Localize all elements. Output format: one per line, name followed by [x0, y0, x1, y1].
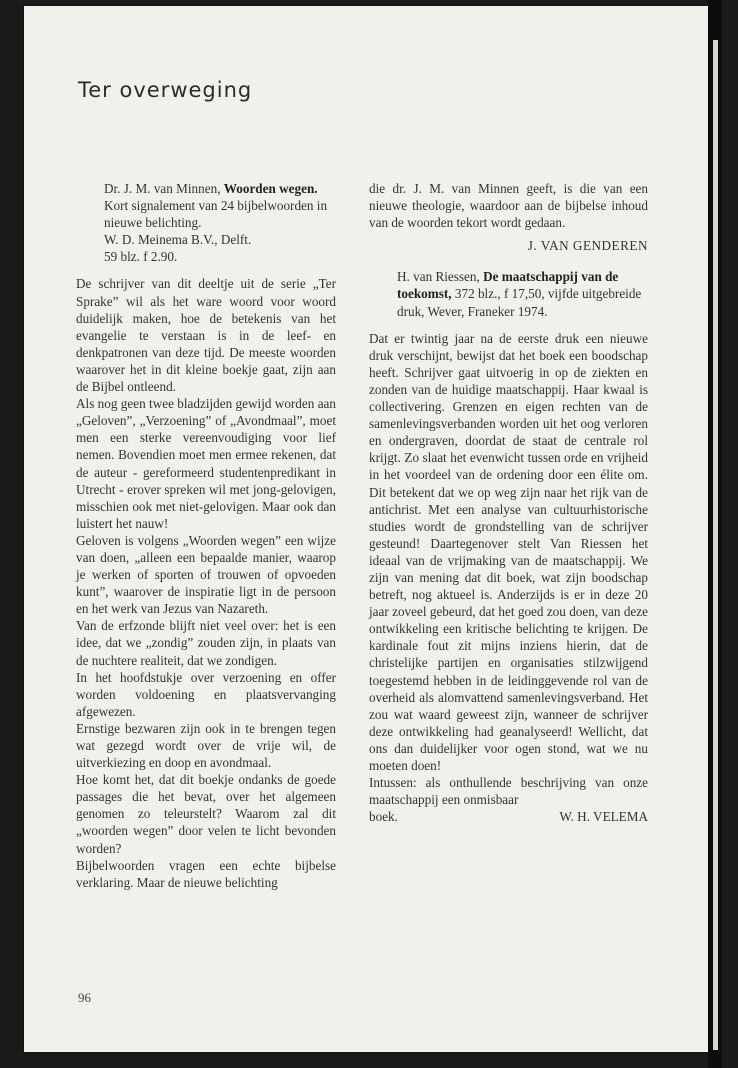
closing-line: [369, 808, 648, 825]
paragraph: Bijbelwoorden vragen een echte bijbelse verklaring. Maar de nieuwe belichting: [76, 857, 336, 890]
paragraph: Dat er twintig jaar na de eerste druk een nieuwe druk verschijnt, bewijst dat het boek een boodschap heeft. Schrijver gaat uitvoerig in op de ziekten en zonden van de huidige maatschappij. Haar kwaal is collectivering. Grenzen en eigen rechten van de samenlevingsverbanden worden uit het oog verloren en ondergraven, doordat de staat de centrale rol krijgt. Zo slaat het evenwicht tussen orde en vrijheid in het voordeel van de ordening door een élite om. Dit betekent dat we op weg zijn naar het rijk van de antichrist. Met een analyse van cultuurhistorische studies wordt de grondstelling van de schrijver gesteund! Daartegenover stelt Van Riessen het ideaal van de vrijmaking van de maatschappij. We zijn van mening dat dit boek, wat zijn boodschap betreft, nog aktueel is. Anderzijds is er in deze 20 jaar zoveel gebeurd, dat het goed zou doen, van deze ontwikkeling een kritische belichting te krijgen. De kardinale fout zit mijns inziens hierin, dat de christelijke partijen en organisaties stilzwijgend toegestemd hebben in de leidinggevende rol van de overheid als alomvattend samenlevingsverband. Het zou wat waard geweest zijn, wanneer de schrijver deze ontwikkeling had geanalyseerd! Wellicht, dat ons dan duidelijker voor ogen stond, wat we nu moeten doen!: [369, 330, 648, 773]
ref-publisher: W. D. Meinema B.V., Delft.: [104, 232, 252, 248]
ref-description: Kort signalement van 24 bijbelwoorden in nieuwe belichting.: [104, 198, 328, 231]
ref-title: De maatschappij van de toekomst,: [397, 269, 619, 302]
page-number: 96: [78, 990, 91, 1005]
ref-title: Woorden wegen.: [223, 181, 318, 196]
paragraph: Als nog geen twee bladzijden gewijd worden aan „Geloven”, „Verzoening” of „Avondmaal”, moet men een sterke vereenvoudiging voor lief nemen. Bovendien moet men ermee rekenen, dat de auteur - gereformeerd studentenpredikant in Utrecht - erover spreken wil met jong-gelovigen, misschien ook met niet-gelovigen. Maar ook dan luistert het nauw!: [76, 396, 336, 531]
review-2-reference: [369, 268, 648, 319]
ref-author: H. van Riessen,: [397, 269, 480, 285]
paragraph: Intussen: als onthullende beschrijving van onze maatschappij een onmisbaar: [369, 775, 648, 808]
paragraph: die dr. J. M. van Minnen geeft, is die van een nieuwe theologie, waardoor aan de bijbelse inhoud van de woorden tekort wordt gedaan.: [369, 181, 648, 231]
paragraph: Hoe komt het, dat dit boekje ondanks de goede passages die het bevat, over het algemeen genomen zo teleurstelt? Waarom zal dit „woorden wegen” door velen te licht bevonden worden?: [76, 772, 336, 856]
review-1-reference: [76, 180, 336, 265]
signature: J. VAN GENDEREN: [527, 238, 648, 254]
left-column: [76, 180, 336, 891]
ref-pages: 59 blz. f 2.90.: [104, 249, 178, 265]
page-title: Ter overweging: [78, 78, 253, 102]
paragraph: Van de erfzonde blijft niet veel over: het is een idee, dat we „zondig” zouden zijn, in plaats van de nuchtere realiteit, dat we zondigen.: [76, 618, 336, 668]
paragraph: De schrijver van dit deeltje uit de serie „Ter Sprake” wil als het ware woord voor woord duidelijk maken, hoe de betekenis van het evangelie te verstaan is in de leef- en denkpatronen van deze tijd. De meeste woorden waarover het in dit kleine boekje gaat, zijn aan de Bijbel ontleend.: [76, 276, 336, 395]
right-column: [369, 180, 648, 825]
signature: W. H. VELEMA: [559, 809, 648, 825]
ref-description: 372 blz., f 17,50, vijfde uitgebreide druk, Wever, Franeker 1974.: [397, 286, 642, 319]
paragraph: Ernstige bezwaren zijn ook in te brengen tegen wat gezegd wordt over de vrije wil, de uitverkiezing en doop en avondmaal.: [76, 720, 336, 771]
paragraph: Geloven is volgens „Woorden wegen” een wijze van doen, „alleen een bepaalde manier, waarop je werken of sporten of trouwen of opvoeden kunt”, waarover de inspiratie ligt in de persoon en het werk van Jezus van Nazareth.: [76, 532, 336, 617]
closing-word: boek.: [369, 809, 398, 825]
paragraph: In het hoofdstukje over verzoening en offer worden voldoening en plaatsvervanging afgewezen.: [76, 669, 336, 719]
ref-author: Dr. J. M. van Minnen,: [104, 181, 221, 196]
page-edge: [713, 40, 718, 1050]
